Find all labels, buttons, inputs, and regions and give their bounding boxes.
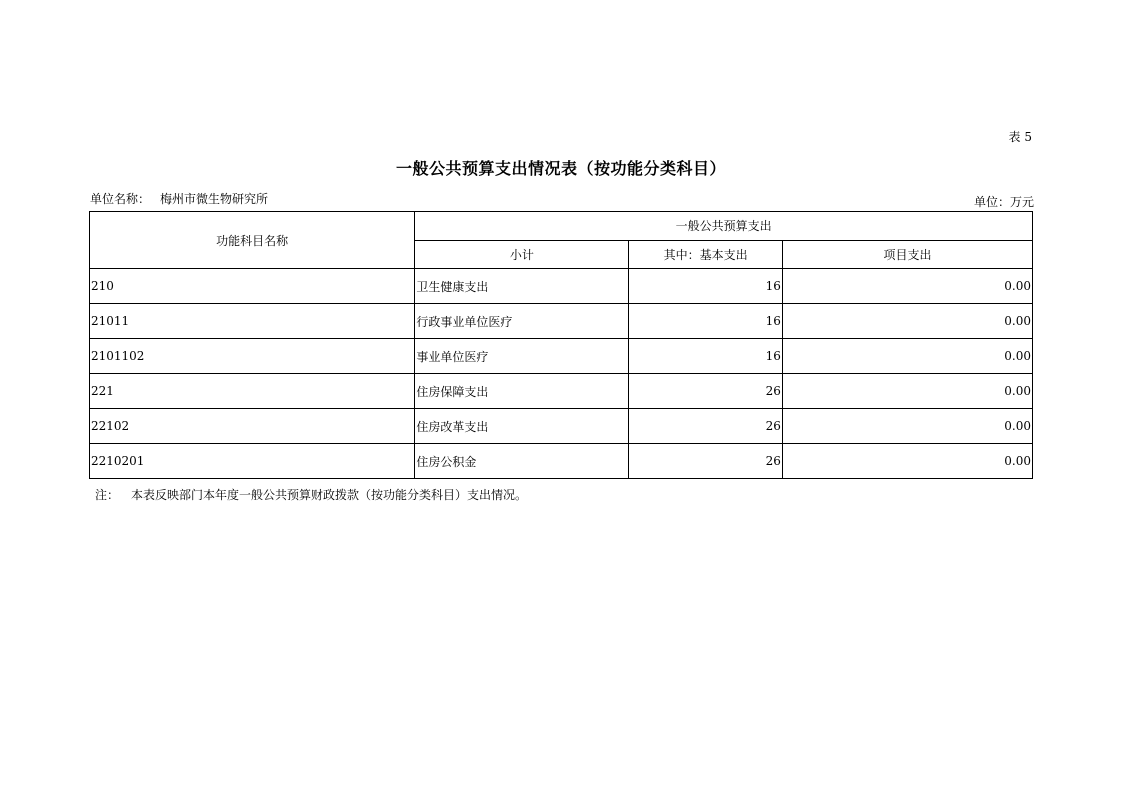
header-project: 项目支出 <box>782 240 1032 269</box>
header-basic: 其中：基本支出 <box>629 240 783 269</box>
row-project: 0.00 <box>782 304 1032 339</box>
table-row <box>90 269 1033 304</box>
row-name: 卫生健康支出 <box>415 269 629 304</box>
row-name: 住房保障支出 <box>415 374 629 409</box>
page-number: 表 5 <box>1008 130 1032 144</box>
header-subtotal: 小计 <box>415 240 629 269</box>
table-row <box>90 444 1033 479</box>
row-subtotal: 16 <box>629 269 783 304</box>
unit-label: 单位：万元 <box>973 195 1034 209</box>
row-subtotal: 26 <box>629 409 783 444</box>
row-project: 0.00 <box>782 269 1032 304</box>
row-code: 2210201 <box>90 444 415 479</box>
row-code: 22102 <box>90 409 415 444</box>
row-code: 210 <box>90 269 415 304</box>
row-name: 事业单位医疗 <box>415 339 629 374</box>
budget-table <box>89 211 1033 479</box>
row-project: 0.00 <box>782 374 1032 409</box>
row-name: 住房改革支出 <box>415 409 629 444</box>
row-project: 0.00 <box>782 444 1032 479</box>
row-subtotal: 26 <box>629 444 783 479</box>
row-subtotal: 26 <box>629 374 783 409</box>
table-row <box>90 339 1033 374</box>
footnote-text: 本表反映部门本年度一般公共预算财政拨款（按功能分类科目）支出情况。 <box>131 488 528 502</box>
row-code: 221 <box>90 374 415 409</box>
row-name: 住房公积金 <box>415 444 629 479</box>
header-group: 一般公共预算支出 <box>415 212 1033 241</box>
header-category: 功能科目名称 <box>90 212 415 269</box>
footnote <box>95 486 527 503</box>
row-subtotal: 16 <box>629 339 783 374</box>
org-info <box>90 190 268 207</box>
row-name: 行政事业单位医疗 <box>415 304 629 339</box>
row-project: 0.00 <box>782 409 1032 444</box>
row-subtotal: 16 <box>629 304 783 339</box>
row-project: 0.00 <box>782 339 1032 374</box>
row-code: 2101102 <box>90 339 415 374</box>
org-name: 梅州市微生物研究所 <box>160 192 269 206</box>
table-row <box>90 409 1033 444</box>
footnote-label: 注： <box>95 488 120 502</box>
row-code: 21011 <box>90 304 415 339</box>
org-label: 单位名称： <box>90 192 151 206</box>
table-row <box>90 374 1033 409</box>
page-title: 一般公共预算支出情况表（按功能分类科目） <box>395 159 726 178</box>
table-row <box>90 304 1033 339</box>
